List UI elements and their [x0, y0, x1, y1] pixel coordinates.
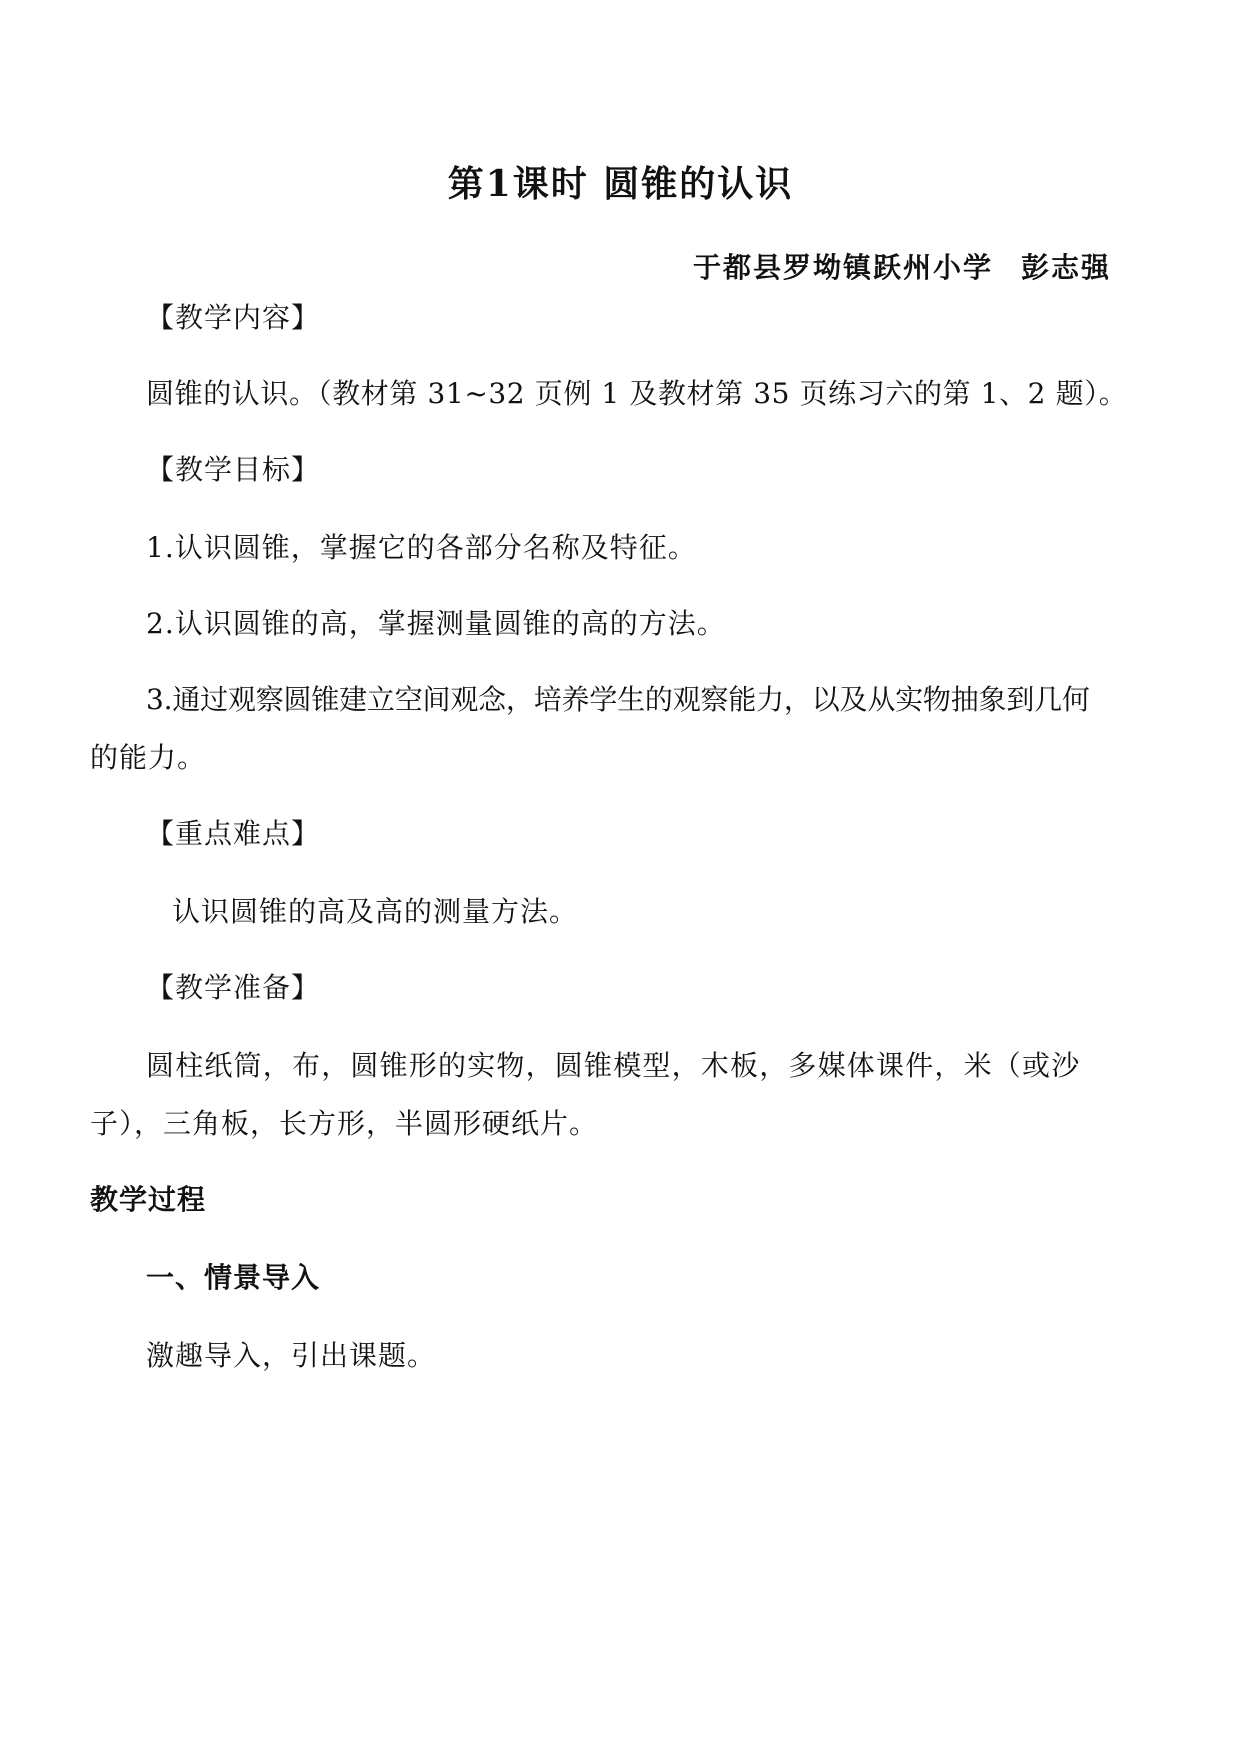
author-line: [693, 250, 1111, 286]
section-heading-preparation: 【教学准备】: [146, 971, 321, 1004]
section-heading-key-points: 【重点难点】: [146, 817, 321, 850]
section-heading-content: 【教学内容】: [146, 301, 321, 334]
goal-1: 1.认识圆锥，掌握它的各部分名称及特征。: [146, 531, 697, 564]
author-school: 于都县罗坳镇跃州小学: [692, 251, 993, 284]
preparation-line-2: 子），三角板，长方形，半圆形硬纸片。: [90, 1107, 599, 1140]
page-title: 第1课时 圆锥的认识: [447, 163, 794, 205]
preparation-line-1: 圆柱纸筒，布，圆锥形的实物，圆锥模型，木板，多媒体课件，米（或沙: [146, 1049, 1081, 1082]
step-1-heading: 一、情景导入: [146, 1261, 321, 1294]
section-heading-goals: 【教学目标】: [146, 453, 321, 486]
author-name: 彭志强: [1020, 251, 1111, 284]
process-heading: 教学过程: [90, 1183, 207, 1216]
goal-3-line-1: 3.通过观察圆锥建立空间观念，培养学生的观察能力，以及从实物抽象到几何: [146, 683, 1090, 716]
goal-3-line-2: 的能力。: [90, 741, 207, 774]
key-points-text: 认识圆锥的高及高的测量方法。: [172, 895, 579, 928]
step-1-text: 激趣导入，引出课题。: [146, 1339, 437, 1372]
content-text: 圆锥的认识。（教材第 31~32 页例 1 及教材第 35 页练习六的第 1、2 题）。: [146, 377, 1128, 410]
goal-2: 2.认识圆锥的高，掌握测量圆锥的高的方法。: [146, 607, 726, 640]
